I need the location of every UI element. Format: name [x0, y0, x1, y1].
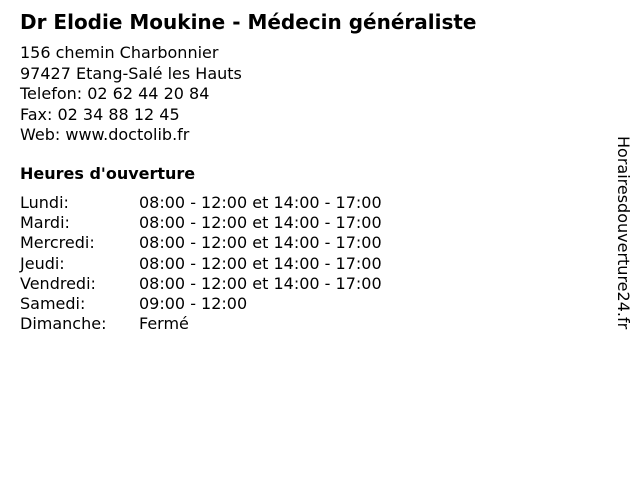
opening-hours-table	[20, 193, 382, 334]
hours-row-wednesday	[20, 233, 382, 253]
day-label: Jeudi:	[20, 253, 65, 273]
day-hours: 09:00 - 12:00	[139, 294, 248, 314]
opening-hours-heading: Heures d'ouverture	[20, 164, 196, 183]
day-hours: 08:00 - 12:00 et 14:00 - 17:00	[139, 253, 382, 273]
day-label: Samedi:	[20, 294, 86, 314]
website: Web: www.doctolib.fr	[20, 125, 190, 144]
hours-row-friday	[20, 274, 382, 294]
day-hours: 08:00 - 12:00 et 14:00 - 17:00	[139, 233, 382, 253]
day-label: Mercredi:	[20, 233, 95, 253]
contact-info	[20, 43, 242, 146]
phone-number: Telefon: 02 62 44 20 84	[20, 84, 210, 103]
brand-watermark-text: Horairesdouverture24.fr	[614, 136, 633, 330]
day-hours: Fermé	[139, 314, 189, 334]
day-label: Mardi:	[20, 213, 70, 233]
brand-watermark	[612, 136, 634, 344]
address-city: 97427 Etang-Salé les Hauts	[20, 63, 242, 83]
page-title: Dr Elodie Moukine - Médecin généraliste	[20, 10, 477, 34]
day-hours: 08:00 - 12:00 et 14:00 - 17:00	[139, 193, 382, 212]
day-label: Vendredi:	[20, 273, 96, 293]
hours-row-thursday	[20, 254, 382, 274]
fax-number: Fax: 02 34 88 12 45	[20, 104, 180, 124]
day-label: Lundi:	[20, 193, 69, 212]
hours-row-saturday	[20, 294, 382, 314]
hours-row-monday	[20, 193, 382, 213]
hours-row-sunday	[20, 314, 382, 334]
day-label: Dimanche:	[20, 314, 107, 334]
hours-row-tuesday	[20, 213, 382, 233]
day-hours: 08:00 - 12:00 et 14:00 - 17:00	[139, 273, 382, 293]
address-street: 156 chemin Charbonnier	[20, 43, 219, 62]
day-hours: 08:00 - 12:00 et 14:00 - 17:00	[139, 213, 382, 233]
